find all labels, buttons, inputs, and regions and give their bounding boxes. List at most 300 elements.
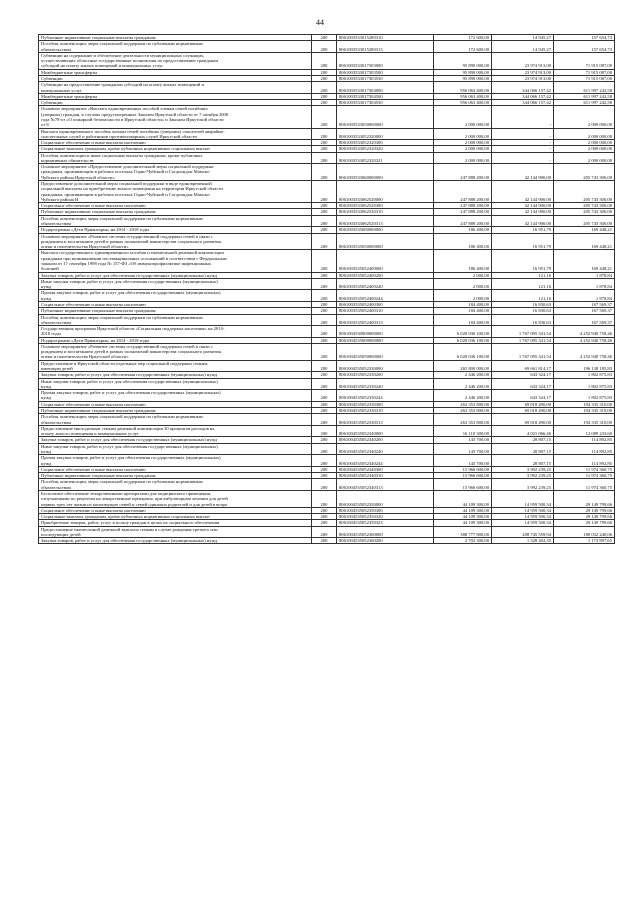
row-classifier-cell: 8061003533017303500 xyxy=(337,69,434,75)
row-executed-amount: - xyxy=(492,106,554,128)
row-classifier-cell: 8061004535000000000 xyxy=(337,337,434,343)
table-row xyxy=(39,41,615,53)
row-plan-amount: 247 888 200,00 xyxy=(434,203,492,209)
row-plan-amount: 2 000,00 xyxy=(434,272,492,278)
table-row xyxy=(39,250,615,272)
table-row xyxy=(39,360,615,372)
row-remaining-amount: 205 743 300,00 xyxy=(554,181,615,203)
row-name-cell: Закупка товаров, работ и услуг для обеспечения государственных (муниципальных) нужд xyxy=(39,538,312,544)
row-classifier-cell: 8061004535052340310 xyxy=(337,473,434,479)
row-classifier-cell: 8061003535052400240 xyxy=(337,278,434,290)
row-code-cell: 200 xyxy=(312,93,337,99)
row-classifier-cell: 8061003533017303000 xyxy=(337,52,434,69)
row-code-cell: 200 xyxy=(312,343,337,360)
row-code-cell: 200 xyxy=(312,360,337,372)
row-plan-amount: 247 888 200,00 xyxy=(434,164,492,181)
row-plan-amount: 956 063 400,00 xyxy=(434,93,492,99)
row-classifier-cell: 8061003533015280313 xyxy=(337,41,434,53)
row-classifier-cell: 8061003533052320321 xyxy=(337,152,434,164)
row-code-cell: 200 xyxy=(312,278,337,290)
row-classifier-cell: 8061004535052340244 xyxy=(337,455,434,467)
row-name-cell: Пособия, компенсации и иные социальные выплаты гражданам, кроме публичных нормативных обязательств xyxy=(39,152,312,164)
row-plan-amount: 956 063 400,00 xyxy=(434,82,492,94)
row-classifier-cell: 8061003533017303530 xyxy=(337,75,434,81)
row-code-cell: 200 xyxy=(312,52,337,69)
row-classifier-cell: 8061003535052400300 xyxy=(337,301,434,307)
row-name-cell: Межбюджетные трансферты xyxy=(39,93,312,99)
row-name-cell: Пособия, компенсации, меры социальной поддержки по публичным нормативным обязательствам xyxy=(39,414,312,426)
row-classifier-cell: 8061004535050000000 xyxy=(337,343,434,360)
row-plan-amount: 16 110 300,00 xyxy=(434,425,492,437)
row-code-cell: 200 xyxy=(312,82,337,94)
row-code-cell: 200 xyxy=(312,100,337,106)
row-executed-amount: 208 745 559,94 xyxy=(492,526,554,538)
row-remaining-amount: 169 448,21 xyxy=(554,250,615,272)
row-remaining-amount: 29 149 799,66 xyxy=(554,507,615,513)
row-executed-amount: - xyxy=(492,152,554,164)
row-executed-amount: 28 807,15 xyxy=(492,437,554,443)
row-classifier-cell: 8061003535052400244 xyxy=(337,290,434,302)
row-plan-amount: 2 000 000,00 xyxy=(434,128,492,140)
row-classifier-cell: 8061003533050000000 xyxy=(337,106,434,128)
row-remaining-amount: 29 149 799,66 xyxy=(554,520,615,526)
row-plan-amount: 15 966 600,00 xyxy=(434,466,492,472)
row-classifier-cell: 8061004535052340300 xyxy=(337,466,434,472)
row-plan-amount: 247 888 200,00 xyxy=(434,209,492,215)
table-row xyxy=(39,390,615,402)
row-plan-amount: 95 890 000,00 xyxy=(434,69,492,75)
row-code-cell: 200 xyxy=(312,35,337,41)
row-code-cell: 200 xyxy=(312,272,337,278)
row-remaining-amount: 2 000 000,00 xyxy=(554,140,615,146)
table-row xyxy=(39,181,615,203)
row-executed-amount: 23 974 913,00 xyxy=(492,75,554,81)
row-name-cell: Приобретение товаров, работ, услуг в пользу граждан в целях их социального обеспечения xyxy=(39,520,312,526)
row-name-cell: Подпрограмма «Дети Приангарья» на 2014 - 2018 годы xyxy=(39,227,312,233)
row-plan-amount: 186 400,00 xyxy=(434,227,492,233)
row-plan-amount: 2 000,00 xyxy=(434,290,492,302)
row-remaining-amount: 205 743 300,00 xyxy=(554,203,615,209)
row-plan-amount: 2 000 000,00 xyxy=(434,146,492,152)
row-remaining-amount: 29 149 799,66 xyxy=(554,514,615,520)
table-row xyxy=(39,290,615,302)
table-row xyxy=(39,414,615,426)
row-remaining-amount: 611 997 242,58 xyxy=(554,82,615,94)
row-remaining-amount: 1 878,84 xyxy=(554,272,615,278)
row-classifier-cell: 8061003535052400313 xyxy=(337,314,434,326)
row-name-cell: Социальное обеспечение и иные выплаты населению xyxy=(39,466,312,472)
row-remaining-amount: 71 915 087,00 xyxy=(554,52,615,69)
table-row xyxy=(39,507,615,513)
row-code-cell: 200 xyxy=(312,326,337,338)
row-remaining-amount: 167 569,37 xyxy=(554,301,615,307)
row-code-cell: 200 xyxy=(312,437,337,443)
row-name-cell: Субвенции xyxy=(39,75,312,81)
row-classifier-cell: 8061003533052320300 xyxy=(337,140,434,146)
budget-table-body xyxy=(39,35,615,544)
row-plan-amount: 44 109 300,00 xyxy=(434,520,492,526)
row-classifier-cell: 8061003535000000000 xyxy=(337,227,434,233)
row-name-cell: Основное мероприятие «Предоставление дополнительной меры социальной поддержки гражданам, проживающим в рабочих поселках Горно-Чуйский и Согдиондон Мамско- Чуйского района Иркутской области» xyxy=(39,164,312,181)
row-remaining-amount: 1 878,84 xyxy=(554,278,615,290)
row-executed-amount: - xyxy=(492,140,554,146)
row-executed-amount: 23 974 913,00 xyxy=(492,52,554,69)
row-classifier-cell: 8061003533062520313 xyxy=(337,215,434,227)
row-name-cell: Основное мероприятие «Развитие системы государственной поддержки семей в связи с рождением и воспитанием детей в рамках полномочий министерства социального развития, опеки и попечительства Иркутской области» xyxy=(39,343,312,360)
table-row xyxy=(39,203,615,209)
row-executed-amount: 14 959 500,34 xyxy=(492,490,554,507)
row-code-cell: 200 xyxy=(312,390,337,402)
row-executed-amount: 1 767 095 341,54 xyxy=(492,337,554,343)
row-remaining-amount: 157 654,73 xyxy=(554,41,615,53)
row-name-cell: Публичные нормативные социальные выплаты гражданам xyxy=(39,308,312,314)
row-executed-amount: 3 992 239,25 xyxy=(492,479,554,491)
row-code-cell: 200 xyxy=(312,140,337,146)
row-code-cell: 200 xyxy=(312,466,337,472)
row-classifier-cell: 8061003535052400000 xyxy=(337,250,434,272)
row-code-cell: 200 xyxy=(312,455,337,467)
row-code-cell: 200 xyxy=(312,479,337,491)
table-row xyxy=(39,466,615,472)
row-plan-amount: 95 890 000,00 xyxy=(434,75,492,81)
row-plan-amount: 263 353 800,00 xyxy=(434,401,492,407)
row-code-cell: 200 xyxy=(312,425,337,437)
row-plan-amount: 143 700,00 xyxy=(434,437,492,443)
row-classifier-cell: 8061004535052330000 xyxy=(337,360,434,372)
row-code-cell: 200 xyxy=(312,250,337,272)
row-executed-amount: 69 018 490,00 xyxy=(492,408,554,414)
row-classifier-cell: 8061004535052360000 xyxy=(337,526,434,538)
row-code-cell: 200 xyxy=(312,378,337,390)
row-code-cell: 200 xyxy=(312,443,337,455)
row-remaining-amount: 169 448,21 xyxy=(554,227,615,233)
row-executed-amount: 16 951,79 xyxy=(492,227,554,233)
table-row xyxy=(39,209,615,215)
row-plan-amount: 6 020 036 100,00 xyxy=(434,343,492,360)
row-executed-amount: 344 066 157,42 xyxy=(492,82,554,94)
row-remaining-amount: 71 915 087,00 xyxy=(554,69,615,75)
row-remaining-amount: 205 743 300,00 xyxy=(554,215,615,227)
row-name-cell: Социальное обеспечение и иные выплаты населению xyxy=(39,140,312,146)
row-name-cell: Иные закупки товаров, работ и услуг для обеспечения государственных (муниципальных) нужд xyxy=(39,443,312,455)
row-code-cell: 200 xyxy=(312,146,337,152)
row-classifier-cell: 8061004535052350300 xyxy=(337,507,434,513)
row-executed-amount: 16 830,63 xyxy=(492,308,554,314)
row-executed-amount: 1 767 095 341,54 xyxy=(492,326,554,338)
row-code-cell: 200 xyxy=(312,490,337,507)
row-remaining-amount: 4 252 940 758,46 xyxy=(554,337,615,343)
row-plan-amount: 263 353 800,00 xyxy=(434,414,492,426)
row-executed-amount: 3 992 239,25 xyxy=(492,473,554,479)
row-plan-amount: 184 400,00 xyxy=(434,314,492,326)
row-executed-amount: - xyxy=(492,128,554,140)
row-classifier-cell: 8061004530000000000 xyxy=(337,326,434,338)
row-executed-amount: 121,16 xyxy=(492,278,554,290)
row-plan-amount: 143 700,00 xyxy=(434,443,492,455)
row-plan-amount: 388 777 800,00 xyxy=(434,526,492,538)
row-executed-amount: 69 018 490,00 xyxy=(492,401,554,407)
row-plan-amount: 2 446 200,00 xyxy=(434,390,492,402)
row-classifier-cell: 8061004535052330244 xyxy=(337,390,434,402)
row-remaining-amount: 169 448,21 xyxy=(554,233,615,250)
row-classifier-cell: 8061003533017304530 xyxy=(337,100,434,106)
row-code-cell: 200 xyxy=(312,414,337,426)
row-classifier-cell: 8061004535052340000 xyxy=(337,425,434,437)
row-classifier-cell: 8061003535050000000 xyxy=(337,233,434,250)
row-classifier-cell: 8061004535052340313 xyxy=(337,479,434,491)
row-name-cell: Предоставление многодетным семьям денежной компенсации 30 процентов расходов на оплату жилого помещения и коммунальных услуг xyxy=(39,425,312,437)
table-row xyxy=(39,425,615,437)
row-code-cell: 200 xyxy=(312,314,337,326)
table-row xyxy=(39,443,615,455)
row-plan-amount: 172 600,00 xyxy=(434,35,492,41)
row-classifier-cell: 8061004535052340240 xyxy=(337,443,434,455)
table-row xyxy=(39,52,615,69)
table-row xyxy=(39,82,615,94)
row-executed-amount: 1 528 402,35 xyxy=(492,538,554,544)
row-executed-amount: 42 144 900,00 xyxy=(492,209,554,215)
row-code-cell: 200 xyxy=(312,308,337,314)
row-plan-amount: 44 109 300,00 xyxy=(434,490,492,507)
row-plan-amount: 6 020 036 100,00 xyxy=(434,326,492,338)
row-remaining-amount: 12 089 233,60 xyxy=(554,425,615,437)
table-row xyxy=(39,314,615,326)
row-name-cell: Закупка товаров, работ и услуг для обеспечения государственных (муниципальных) нужд xyxy=(39,437,312,443)
row-classifier-cell: 8061003533062520300 xyxy=(337,203,434,209)
row-name-cell: Публичные нормативные социальные выплаты гражданам xyxy=(39,408,312,414)
row-name-cell: Закупка товаров, работ и услуг для обеспечения государственных (муниципальных) нужд xyxy=(39,372,312,378)
table-row xyxy=(39,343,615,360)
row-plan-amount: 265 800 000,00 xyxy=(434,360,492,372)
row-plan-amount: 2 000 000,00 xyxy=(434,140,492,146)
row-executed-amount: 121,16 xyxy=(492,290,554,302)
row-executed-amount: 42 144 900,00 xyxy=(492,203,554,209)
row-executed-amount: 14 959 500,34 xyxy=(492,520,554,526)
row-remaining-amount: 1 802 875,83 xyxy=(554,372,615,378)
row-remaining-amount: 157 654,73 xyxy=(554,35,615,41)
row-code-cell: 200 xyxy=(312,233,337,250)
row-classifier-cell: 8061004535052330300 xyxy=(337,401,434,407)
row-remaining-amount: 4 252 940 758,46 xyxy=(554,326,615,338)
row-executed-amount: 28 807,15 xyxy=(492,455,554,467)
row-classifier-cell: 8061004535052330200 xyxy=(337,372,434,378)
row-classifier-cell: 8061003533052320320 xyxy=(337,146,434,152)
row-code-cell: 200 xyxy=(312,408,337,414)
row-name-cell: Предоставление в Иркутской области отдельных мер социальной поддержки семьям, имеющим детей xyxy=(39,360,312,372)
row-plan-amount: 95 890 000,00 xyxy=(434,52,492,69)
row-classifier-cell: 8061004535052330240 xyxy=(337,378,434,390)
row-classifier-cell: 8061004535052360200 xyxy=(337,538,434,544)
row-code-cell: 200 xyxy=(312,507,337,513)
row-executed-amount: 643 324,17 xyxy=(492,372,554,378)
row-code-cell: 200 xyxy=(312,75,337,81)
row-name-cell: Публичные нормативные социальные выплаты гражданам xyxy=(39,473,312,479)
row-remaining-amount: 2 000 000,00 xyxy=(554,152,615,164)
row-classifier-cell: 8061004535052330313 xyxy=(337,414,434,426)
row-executed-amount: 28 807,15 xyxy=(492,443,554,455)
table-row xyxy=(39,337,615,343)
row-code-cell: 200 xyxy=(312,301,337,307)
row-code-cell: 200 xyxy=(312,164,337,181)
row-remaining-amount: 1 802 875,83 xyxy=(554,390,615,402)
row-code-cell: 200 xyxy=(312,106,337,128)
row-plan-amount: 2 000 000,00 xyxy=(434,152,492,164)
table-row xyxy=(39,128,615,140)
row-classifier-cell: 8061004535052340200 xyxy=(337,437,434,443)
row-code-cell: 200 xyxy=(312,128,337,140)
row-name-cell: Пособия, компенсации, меры социальной поддержки по публичным нормативным обязательствам xyxy=(39,215,312,227)
row-remaining-amount: 1 802 875,83 xyxy=(554,378,615,390)
row-code-cell: 200 xyxy=(312,203,337,209)
row-code-cell: 200 xyxy=(312,337,337,343)
row-name-cell: Прочая закупка товаров, работ и услуг для обеспечения государственных (муниципальных) нужд xyxy=(39,390,312,402)
row-remaining-amount: 194 335 310,00 xyxy=(554,408,615,414)
row-plan-amount: 2 446 200,00 xyxy=(434,378,492,390)
row-executed-amount: 16 951,79 xyxy=(492,233,554,250)
row-executed-amount: 344 066 157,42 xyxy=(492,93,554,99)
row-executed-amount: 121,16 xyxy=(492,272,554,278)
row-name-cell: Прочая закупка товаров, работ и услуг для обеспечения государственных (муниципальных) нужд xyxy=(39,290,312,302)
row-name-cell: Субвенции на содержание и обеспечение деятельности муниципальных служащих, осуществляющих областные государственные полномочия по предоставлению гражданам субсидий на оплату жилых помещений и коммунальных услуг xyxy=(39,52,312,69)
table-row xyxy=(39,479,615,491)
row-classifier-cell: 8061003533052320000 xyxy=(337,128,434,140)
row-name-cell: Межбюджетные трансферты xyxy=(39,69,312,75)
row-executed-amount: 4 021 066,46 xyxy=(492,425,554,437)
row-remaining-amount: 11 974 360,75 xyxy=(554,473,615,479)
table-row xyxy=(39,164,615,181)
table-row xyxy=(39,473,615,479)
row-name-cell: Социальное обеспечение и иные выплаты населению xyxy=(39,401,312,407)
row-remaining-amount: 114 892,85 xyxy=(554,443,615,455)
row-plan-amount: 15 966 600,00 xyxy=(434,473,492,479)
row-remaining-amount: 1 878,84 xyxy=(554,290,615,302)
row-plan-amount: 184 400,00 xyxy=(434,301,492,307)
row-name-cell: Выплата государственного единовременного пособия и ежемесячной денежной компенсации гражданам при возникновении поствакцинальных осложнений в соответствии с Федеральным законом от 17 сентября 1998 года № 157-ФЗ «Об иммунопрофилактике инфекционных болезней xyxy=(39,250,312,272)
row-classifier-cell: 8061004535052350323 xyxy=(337,520,434,526)
row-executed-amount: 344 066 157,42 xyxy=(492,100,554,106)
table-row xyxy=(39,152,615,164)
row-name-cell: Подпрограмма «Дети Приангарья» на 2014 - 2018 годы xyxy=(39,337,312,343)
row-name-cell: Субвенции xyxy=(39,100,312,106)
row-executed-amount: 23 974 913,00 xyxy=(492,69,554,75)
row-plan-amount: 143 700,00 xyxy=(434,455,492,467)
row-executed-amount: 14 945,27 xyxy=(492,41,554,53)
row-executed-amount: 3 992 239,25 xyxy=(492,466,554,472)
table-row xyxy=(39,490,615,507)
row-remaining-amount: 11 974 360,75 xyxy=(554,479,615,491)
row-name-cell: Социальные выплаты гражданам, кроме публичных нормативных социальных выплат xyxy=(39,146,312,152)
row-name-cell: Основное мероприятие «Развитие системы государственной поддержки семей в связи с рождением и воспитанием детей в рамках полномочий министерства социального развития, опеки и попечительства Иркутской области» xyxy=(39,233,312,250)
table-row xyxy=(39,326,615,338)
row-name-cell: Выплата единовременного пособия членам семей погибших (умерших) спасателей аварийно- спасательных служб и работников противопожарных служб Иркутской области xyxy=(39,128,312,140)
row-name-cell: Иные закупки товаров, работ и услуг для обеспечения государственных (муниципальных) нужд xyxy=(39,378,312,390)
row-remaining-amount: 180 032 240,06 xyxy=(554,526,615,538)
row-remaining-amount: 2 000 000,00 xyxy=(554,146,615,152)
row-executed-amount: 16 830,63 xyxy=(492,301,554,307)
row-name-cell: Субвенции на предоставление гражданам субсидий на оплату жилых помещений и коммунальных услуг xyxy=(39,82,312,94)
row-code-cell: 200 xyxy=(312,181,337,203)
row-code-cell: 200 xyxy=(312,473,337,479)
row-plan-amount: 15 966 600,00 xyxy=(434,479,492,491)
row-plan-amount: 263 353 800,00 xyxy=(434,408,492,414)
row-classifier-cell: 8061004535052350320 xyxy=(337,514,434,520)
row-code-cell: 200 xyxy=(312,538,337,544)
row-name-cell: Социальные выплаты гражданам, кроме публичных нормативных социальных выплат xyxy=(39,514,312,520)
row-plan-amount: 247 888 200,00 xyxy=(434,215,492,227)
row-remaining-amount: 1 173 897,65 xyxy=(554,538,615,544)
row-executed-amount: 16 951,79 xyxy=(492,250,554,272)
row-remaining-amount: 611 997 242,58 xyxy=(554,93,615,99)
row-code-cell: 200 xyxy=(312,227,337,233)
row-name-cell: Основное мероприятие «Выплата единовременных пособий членам семей погибших (умерших) граждан, в случаях предусмотренных Законом Иркутской области от 7 октября 2008 года №78-оз «О пожарной безопасности в Иркутской области» и Законом Иркутской области от 8 xyxy=(39,106,312,128)
row-name-cell: Пособия, компенсации, меры социальной поддержки по публичным нормативным обязательствам xyxy=(39,479,312,491)
row-executed-amount: - xyxy=(492,146,554,152)
row-name-cell: Предоставление дополнительной меры социальной поддержки в виде единовременной социальной выплаты на приобретение жилого помещения на территории Иркутской области гражданам, проживающим в рабочих поселках Горно-Чуйский и Согдиондон Мамско- Чуйского района И xyxy=(39,181,312,203)
row-plan-amount: 2 000,00 xyxy=(434,278,492,290)
row-classifier-cell: 8061003535052400200 xyxy=(337,272,434,278)
row-plan-amount: 6 020 036 100,00 xyxy=(434,337,492,343)
row-classifier-cell: 8061003533017304000 xyxy=(337,82,434,94)
row-name-cell: Государственная программа Иркутской области «Социальная поддержка населения» на 2014- 2018 годы xyxy=(39,326,312,338)
row-code-cell: 200 xyxy=(312,401,337,407)
row-remaining-amount: 114 892,85 xyxy=(554,455,615,467)
table-row xyxy=(39,455,615,467)
row-code-cell: 200 xyxy=(312,290,337,302)
row-remaining-amount: 205 743 300,00 xyxy=(554,209,615,215)
row-plan-amount: 44 109 300,00 xyxy=(434,514,492,520)
row-name-cell: Закупка товаров, работ и услуг для обеспечения государственных (муниципальных) нужд xyxy=(39,272,312,278)
row-remaining-amount: 114 892,85 xyxy=(554,437,615,443)
row-executed-amount: 69 661 814,17 xyxy=(492,360,554,372)
row-classifier-cell: 8061003533017304500 xyxy=(337,93,434,99)
row-code-cell: 200 xyxy=(312,526,337,538)
row-remaining-amount: 29 149 799,66 xyxy=(554,490,615,507)
row-executed-amount: 14 959 500,34 xyxy=(492,514,554,520)
table-row xyxy=(39,526,615,538)
row-name-cell: Иные закупки товаров, работ и услуг для обеспечения государственных (муниципальных) нужд xyxy=(39,278,312,290)
row-classifier-cell: 8061003535052400310 xyxy=(337,308,434,314)
table-row xyxy=(39,106,615,128)
row-classifier-cell: 8061003533015280310 xyxy=(337,35,434,41)
row-code-cell: 200 xyxy=(312,372,337,378)
row-classifier-cell: 8061003533062520000 xyxy=(337,181,434,203)
budget-table xyxy=(38,34,615,544)
row-plan-amount: 186 400,00 xyxy=(434,233,492,250)
row-executed-amount: 14 945,27 xyxy=(492,35,554,41)
table-row xyxy=(39,538,615,544)
row-code-cell: 200 xyxy=(312,215,337,227)
row-executed-amount: 42 144 900,00 xyxy=(492,164,554,181)
row-executed-amount: 643 324,17 xyxy=(492,390,554,402)
table-row xyxy=(39,215,615,227)
row-remaining-amount: 2 000 000,00 xyxy=(554,128,615,140)
row-plan-amount: 172 600,00 xyxy=(434,41,492,53)
table-row xyxy=(39,408,615,414)
row-remaining-amount: 4 252 940 758,46 xyxy=(554,343,615,360)
row-plan-amount: 2 000 000,00 xyxy=(434,106,492,128)
row-remaining-amount: 194 335 310,00 xyxy=(554,401,615,407)
row-remaining-amount: 167 569,37 xyxy=(554,308,615,314)
row-executed-amount: 1 767 095 341,54 xyxy=(492,343,554,360)
table-row xyxy=(39,378,615,390)
row-code-cell: 200 xyxy=(312,152,337,164)
row-name-cell: Социальное обеспечение и иные выплаты населению xyxy=(39,203,312,209)
row-plan-amount: 184 400,00 xyxy=(434,308,492,314)
row-executed-amount: 643 324,17 xyxy=(492,378,554,390)
table-row xyxy=(39,278,615,290)
row-name-cell: Предоставление ежемесячной денежной выплаты семьям в случае рождения третьего или последующих детей xyxy=(39,526,312,538)
table-row xyxy=(39,401,615,407)
